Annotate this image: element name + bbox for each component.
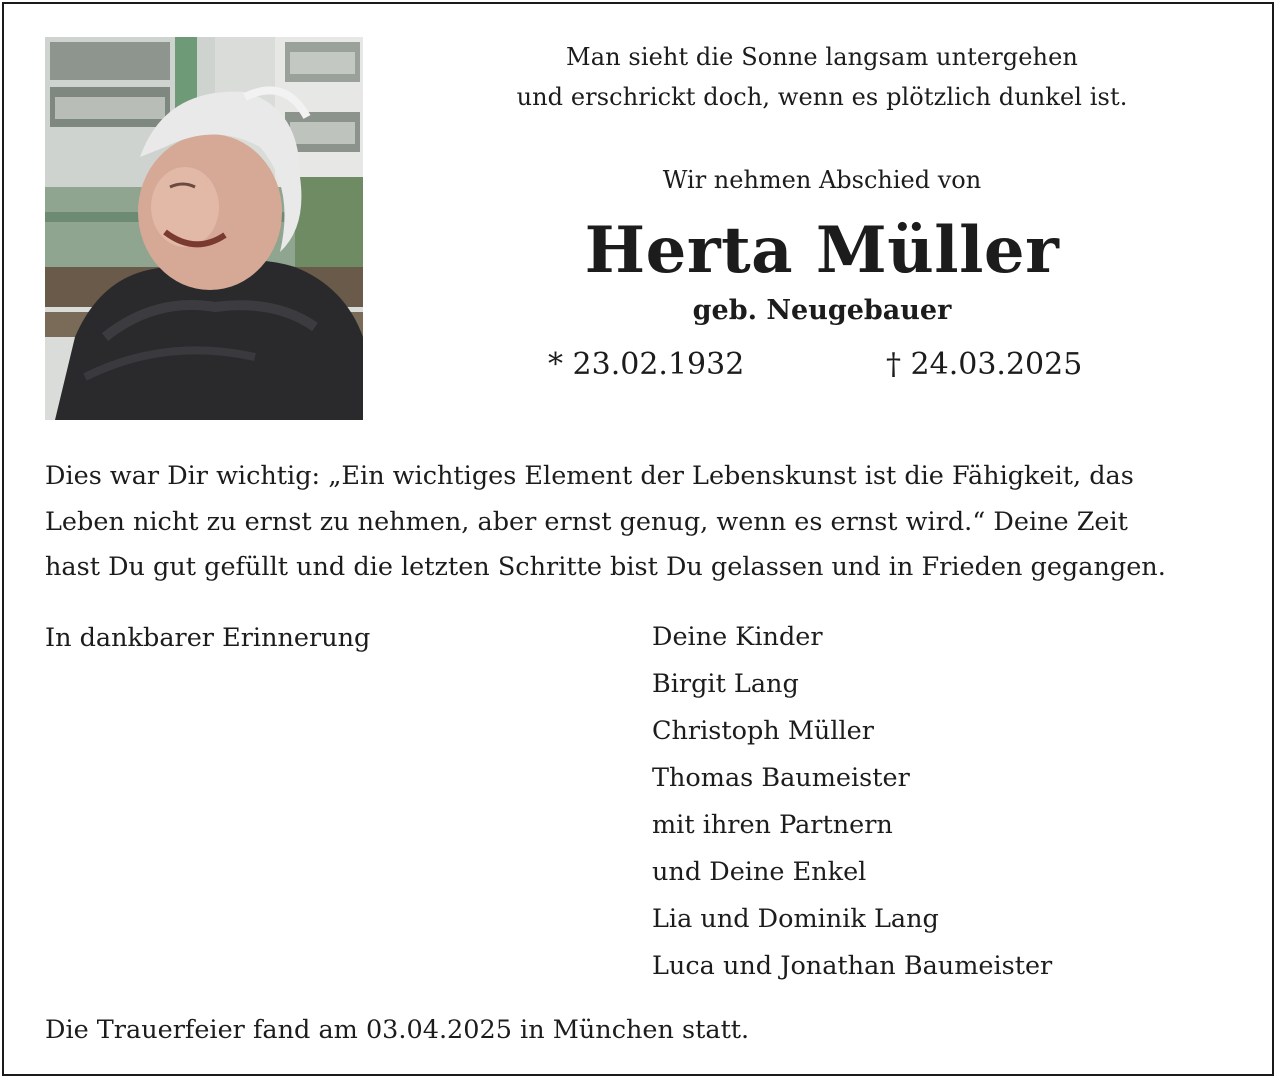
deceased-name: Herta Müller xyxy=(584,213,1060,288)
paragraph-line: Dies war Dir wichtig: „Ein wichtiges Element der Lebenskunst ist die Fähigkeit, das xyxy=(45,461,1134,491)
poem xyxy=(380,37,1264,117)
signer-line: Birgit Lang xyxy=(652,669,799,699)
farewell-intro: Wir nehmen Abschied von xyxy=(662,166,982,194)
signer-line: Deine Kinder xyxy=(652,622,823,652)
remembrance-text: In dankbarer Erinnerung xyxy=(45,623,371,653)
poem-line: Man sieht die Sonne langsam untergehen xyxy=(566,43,1078,71)
signers-list xyxy=(652,614,1052,990)
signer-line: Christoph Müller xyxy=(652,716,874,746)
paragraph-line: Leben nicht zu ernst zu nehmen, aber ernst genug, wenn es ernst wird.“ Deine Zeit xyxy=(45,506,1128,537)
quote-paragraph xyxy=(45,454,1245,591)
life-dates xyxy=(380,341,1264,389)
signer-line: Thomas Baumeister xyxy=(652,763,910,793)
portrait-photo-icon xyxy=(45,37,363,420)
death-date: † 24.03.2025 xyxy=(886,347,1083,382)
paragraph-line: hast Du gut gefüllt und die letzten Schritte bist Du gelassen und in Frieden gegangen. xyxy=(45,552,1166,582)
birth-date: * 23.02.1932 xyxy=(548,347,745,382)
signer-line: und Deine Enkel xyxy=(652,857,867,887)
portrait-photo xyxy=(45,37,363,420)
signer-line: mit ihren Partnern xyxy=(652,810,893,840)
poem-line: und erschrickt doch, wenn es plötzlich dunkel ist. xyxy=(516,83,1128,111)
maiden-name: geb. Neugebauer xyxy=(692,295,952,326)
header-block xyxy=(380,37,1264,389)
funeral-notice: Die Trauerfeier fand am 03.04.2025 in München statt. xyxy=(45,1015,750,1045)
signer-line: Luca und Jonathan Baumeister xyxy=(652,951,1053,981)
signer-line: Lia und Dominik Lang xyxy=(652,904,939,934)
